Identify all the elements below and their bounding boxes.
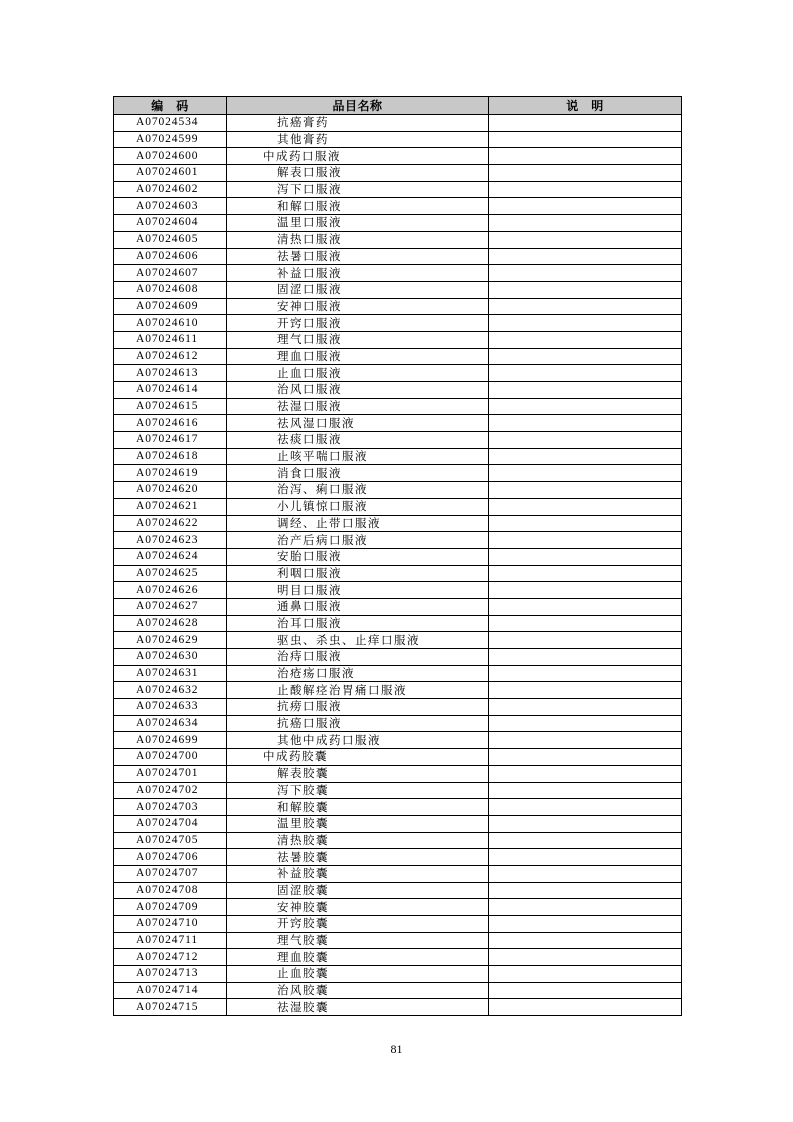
table-row [114,899,682,916]
item-name: 治疮疡口服液 [227,665,489,682]
item-name: 其他中成药口服液 [227,732,489,749]
item-name: 治风口服液 [227,382,489,399]
item-code: A07024610 [114,315,227,332]
table-row [114,365,682,382]
item-note [489,382,682,399]
item-name: 小儿镇惊口服液 [227,498,489,515]
table-row [114,231,682,248]
item-note [489,131,682,148]
table-row [114,248,682,265]
table-row [114,582,682,599]
table-header [114,97,682,115]
table-row [114,598,682,615]
item-code: A07024715 [114,999,227,1016]
item-code: A07024711 [114,932,227,949]
item-code: A07024608 [114,281,227,298]
item-name: 止咳平喘口服液 [227,448,489,465]
item-note [489,248,682,265]
item-note [489,966,682,983]
item-note [489,999,682,1016]
table-row [114,482,682,499]
item-name: 开窍口服液 [227,315,489,332]
item-name: 温里胶囊 [227,815,489,832]
item-name: 止血口服液 [227,365,489,382]
item-code: A07024709 [114,899,227,916]
table-row [114,331,682,348]
item-note [489,982,682,999]
item-name: 温里口服液 [227,215,489,232]
item-code: A07024704 [114,815,227,832]
table-row [114,699,682,716]
item-name: 祛暑胶囊 [227,849,489,866]
item-name: 解表口服液 [227,165,489,182]
page-number: 81 [390,1042,403,1056]
item-name: 理气胶囊 [227,932,489,949]
item-name: 泻下胶囊 [227,782,489,799]
table-row [114,715,682,732]
table-row [114,548,682,565]
item-name: 止血胶囊 [227,966,489,983]
table-row [114,932,682,949]
item-name: 补益胶囊 [227,865,489,882]
item-note [489,932,682,949]
item-note [489,215,682,232]
item-note [489,181,682,198]
item-code: A07024621 [114,498,227,515]
item-name: 清热胶囊 [227,832,489,849]
item-name: 补益口服液 [227,265,489,282]
item-code: A07024600 [114,148,227,165]
item-name: 开窍胶囊 [227,916,489,933]
item-code: A07024611 [114,331,227,348]
table-row [114,849,682,866]
table-row [114,465,682,482]
item-code: A07024623 [114,532,227,549]
item-code: A07024628 [114,615,227,632]
item-note [489,749,682,766]
item-code: A07024708 [114,882,227,899]
item-name: 解表胶囊 [227,765,489,782]
item-code: A07024607 [114,265,227,282]
item-name: 祛湿胶囊 [227,999,489,1016]
item-note [489,615,682,632]
item-note [489,899,682,916]
item-code: A07024606 [114,248,227,265]
item-code: A07024534 [114,115,227,132]
item-name: 中成药胶囊 [227,749,489,766]
table-row [114,398,682,415]
item-note [489,448,682,465]
table-row [114,515,682,532]
table-row [114,382,682,399]
item-code: A07024624 [114,548,227,565]
item-note [489,849,682,866]
item-name: 抗癌膏药 [227,115,489,132]
item-code: A07024620 [114,482,227,499]
item-code: A07024616 [114,415,227,432]
item-name: 祛风湿口服液 [227,415,489,432]
item-code: A07024609 [114,298,227,315]
item-name: 固涩胶囊 [227,882,489,899]
item-name: 止酸解痉治胃痛口服液 [227,682,489,699]
item-note [489,281,682,298]
item-name: 祛暑口服液 [227,248,489,265]
item-code: A07024629 [114,632,227,649]
item-note [489,231,682,248]
item-note [489,765,682,782]
table-row [114,882,682,899]
item-name: 安神口服液 [227,298,489,315]
item-code: A07024702 [114,782,227,799]
item-code: A07024632 [114,682,227,699]
column-header-note: 说 明 [489,97,682,115]
table-row [114,315,682,332]
item-code: A07024602 [114,181,227,198]
item-note [489,632,682,649]
item-name: 安胎口服液 [227,548,489,565]
item-code: A07024633 [114,699,227,716]
item-note [489,315,682,332]
item-note [489,115,682,132]
table-header-row [114,97,682,115]
item-name: 通鼻口服液 [227,598,489,615]
table-row [114,665,682,682]
item-code: A07024706 [114,849,227,866]
item-name: 其他膏药 [227,131,489,148]
item-note [489,949,682,966]
item-code: A07024626 [114,582,227,599]
item-code: A07024618 [114,448,227,465]
table-row [114,348,682,365]
item-name: 驱虫、杀虫、止痒口服液 [227,632,489,649]
item-code: A07024613 [114,365,227,382]
table-row [114,432,682,449]
item-name: 和解胶囊 [227,799,489,816]
item-note [489,699,682,716]
item-note [489,498,682,515]
item-name: 理血胶囊 [227,949,489,966]
item-note [489,265,682,282]
item-note [489,715,682,732]
table-row [114,532,682,549]
table-row [114,949,682,966]
item-note [489,682,682,699]
table-row [114,815,682,832]
item-code: A07024615 [114,398,227,415]
item-note [489,565,682,582]
item-note [489,799,682,816]
item-code: A07024599 [114,131,227,148]
item-note [489,482,682,499]
catalog-table [113,96,682,1016]
item-code: A07024630 [114,649,227,666]
column-header-name: 品目名称 [227,97,489,115]
item-note [489,582,682,599]
item-name: 和解口服液 [227,198,489,215]
table-row [114,148,682,165]
table-row [114,298,682,315]
item-name: 利咽口服液 [227,565,489,582]
table-row [114,865,682,882]
item-name: 调经、止带口服液 [227,515,489,532]
item-note [489,398,682,415]
table-row [114,682,682,699]
item-code: A07024701 [114,765,227,782]
item-name: 抗癌口服液 [227,715,489,732]
item-code: A07024617 [114,432,227,449]
item-note [489,732,682,749]
item-note [489,348,682,365]
table-row [114,615,682,632]
item-note [489,465,682,482]
table-row [114,215,682,232]
item-note [489,515,682,532]
table-row [114,265,682,282]
item-name: 治产后病口服液 [227,532,489,549]
table-row [114,448,682,465]
table-row [114,749,682,766]
item-note [489,532,682,549]
item-code: A07024614 [114,382,227,399]
item-name: 治风胶囊 [227,982,489,999]
item-note [489,882,682,899]
item-name: 安神胶囊 [227,899,489,916]
item-code: A07024631 [114,665,227,682]
item-code: A07024622 [114,515,227,532]
item-name: 祛痰口服液 [227,432,489,449]
table-row [114,832,682,849]
item-name: 理气口服液 [227,331,489,348]
item-code: A07024605 [114,231,227,248]
item-name: 中成药口服液 [227,148,489,165]
item-code: A07024700 [114,749,227,766]
item-note [489,548,682,565]
item-code: A07024707 [114,865,227,882]
item-code: A07024604 [114,215,227,232]
item-name: 消食口服液 [227,465,489,482]
table-row [114,632,682,649]
table-row [114,565,682,582]
item-note [489,865,682,882]
item-code: A07024714 [114,982,227,999]
item-code: A07024705 [114,832,227,849]
item-code: A07024601 [114,165,227,182]
item-note [489,148,682,165]
table-row [114,966,682,983]
column-header-code: 编 码 [114,97,227,115]
item-note [489,665,682,682]
table-row [114,115,682,132]
table-row [114,281,682,298]
table-row [114,131,682,148]
item-code: A07024612 [114,348,227,365]
item-name: 治耳口服液 [227,615,489,632]
item-code: A07024699 [114,732,227,749]
item-code: A07024603 [114,198,227,215]
item-note [489,298,682,315]
table-row [114,415,682,432]
item-note [489,815,682,832]
item-note [489,331,682,348]
item-note [489,916,682,933]
item-name: 固涩口服液 [227,281,489,298]
item-name: 泻下口服液 [227,181,489,198]
item-code: A07024619 [114,465,227,482]
table-row [114,916,682,933]
table-row [114,732,682,749]
item-note [489,432,682,449]
item-note [489,598,682,615]
item-code: A07024713 [114,966,227,983]
item-note [489,782,682,799]
table-row [114,782,682,799]
item-code: A07024712 [114,949,227,966]
item-name: 理血口服液 [227,348,489,365]
table-row [114,198,682,215]
table-body [114,115,682,1016]
item-name: 治泻、痢口服液 [227,482,489,499]
table-row [114,799,682,816]
item-code: A07024703 [114,799,227,816]
item-code: A07024634 [114,715,227,732]
item-code: A07024625 [114,565,227,582]
item-note [489,415,682,432]
item-name: 治痔口服液 [227,649,489,666]
table-row [114,181,682,198]
item-code: A07024710 [114,916,227,933]
table-row [114,999,682,1016]
table-row [114,498,682,515]
item-name: 抗痨口服液 [227,699,489,716]
table-row [114,982,682,999]
table-row [114,765,682,782]
item-note [489,832,682,849]
table-row [114,165,682,182]
item-note [489,165,682,182]
item-note [489,365,682,382]
item-code: A07024627 [114,598,227,615]
table-row [114,649,682,666]
item-name: 明目口服液 [227,582,489,599]
item-name: 清热口服液 [227,231,489,248]
catalog-table-container [113,96,681,1016]
item-name: 祛湿口服液 [227,398,489,415]
item-note [489,649,682,666]
item-note [489,198,682,215]
